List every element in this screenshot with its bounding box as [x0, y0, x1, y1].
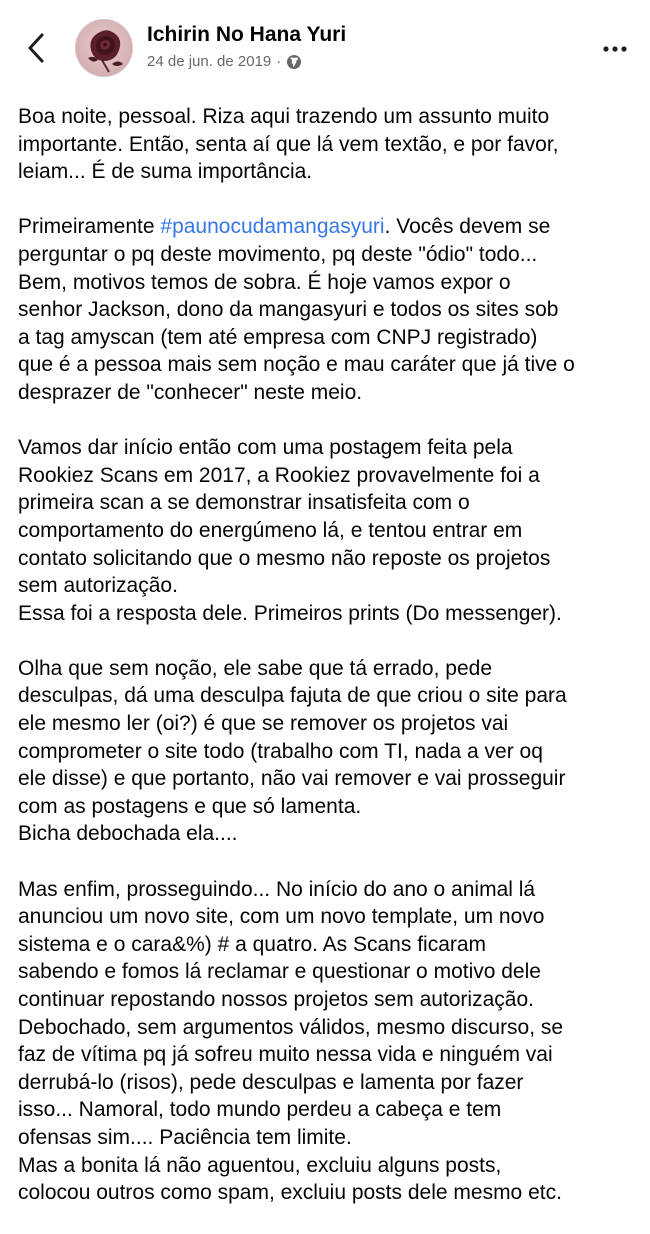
page-name[interactable]: Ichirin No Hana Yuri [147, 23, 347, 46]
post-meta [147, 53, 302, 70]
page-avatar[interactable] [75, 19, 133, 77]
post-text [18, 103, 638, 1234]
more-horizontal-icon [603, 46, 627, 52]
more-options-button[interactable] [602, 36, 628, 62]
globe-icon [286, 54, 302, 70]
post-paragraph-2 [18, 213, 638, 406]
meta-separator: · [276, 53, 282, 70]
hashtag-link[interactable]: #paunocudamangasyuri [160, 215, 385, 239]
post-paragraph-5: Mas enfim, prosseguindo... No início do ano o animal lá anunciou um novo site, com um novo template, um novo sistema e o cara&%) # a quatro. As Scans ficaram sabendo e fomos lá reclamar e questionar o motivo dele continuar repostando nossos projetos sem autorização. Debochado, sem argumentos válidos, mesmo discurso, se faz de vítima pq já sofreu muito nessa vida e ninguém vai derrubá-lo (risos), pede desculpas e lamenta por fazer isso... Namoral, todo mundo perdeu a cabeça e tem ofensas sim.... Paciência tem limite. Mas a bonita lá não aguentou, excluiu alguns posts, colocou outros como spam, excluiu posts dele mesmo etc. [18, 877, 564, 1205]
back-button[interactable] [18, 26, 54, 70]
paragraph-2-suffix: . Vocês devem se perguntar o pq deste movimento, pq deste "ódio" todo... Bem, motivos temos de sobra. É hoje vamos expor o senhor Jackson, dono da mangasyuri e todos os sites sob a tag amyscan (tem até empresa com CNPJ registrado) que é a pessoa mais sem noção e mau caráter que já tive o desprazer de "conhecer" neste meio. [18, 215, 575, 404]
post-paragraph-1: Boa noite, pessoal. Riza aqui trazendo um assunto muito importante. Então, senta aí que lá vem textão, e por favor, leiam... É de suma importância. [18, 105, 559, 184]
rose-avatar [76, 20, 133, 77]
post-header [0, 0, 650, 98]
post-date[interactable]: 24 de jun. de 2019 [147, 53, 272, 70]
post-paragraph-3: Vamos dar início então com uma postagem feita pela Rookiez Scans em 2017, a Rookiez provavelmente foi a primeira scan a se demonstrar insatisfeita com o comportamento do energúmeno lá, e tentou entrar em contato solicitando que o mesmo não reposte os projetos sem autorização. Essa foi a resposta dele. Primeiros prints (Do messenger). [18, 436, 562, 625]
chevron-left-icon [26, 32, 46, 64]
paragraph-2-prefix: Primeiramente [18, 215, 161, 239]
post-paragraph-4: Olha que sem noção, ele sabe que tá errado, pede desculpas, dá uma desculpa fajuta de que criou o site para ele mesmo ler (oi?) é que se remover os projetos vai comprometer o site todo (trabalho com TI, nada a ver oq ele disse) e que portanto, não vai remover e vai prosseguir com as postagens e que só lamenta. Bicha debochada ela.... [18, 656, 567, 846]
